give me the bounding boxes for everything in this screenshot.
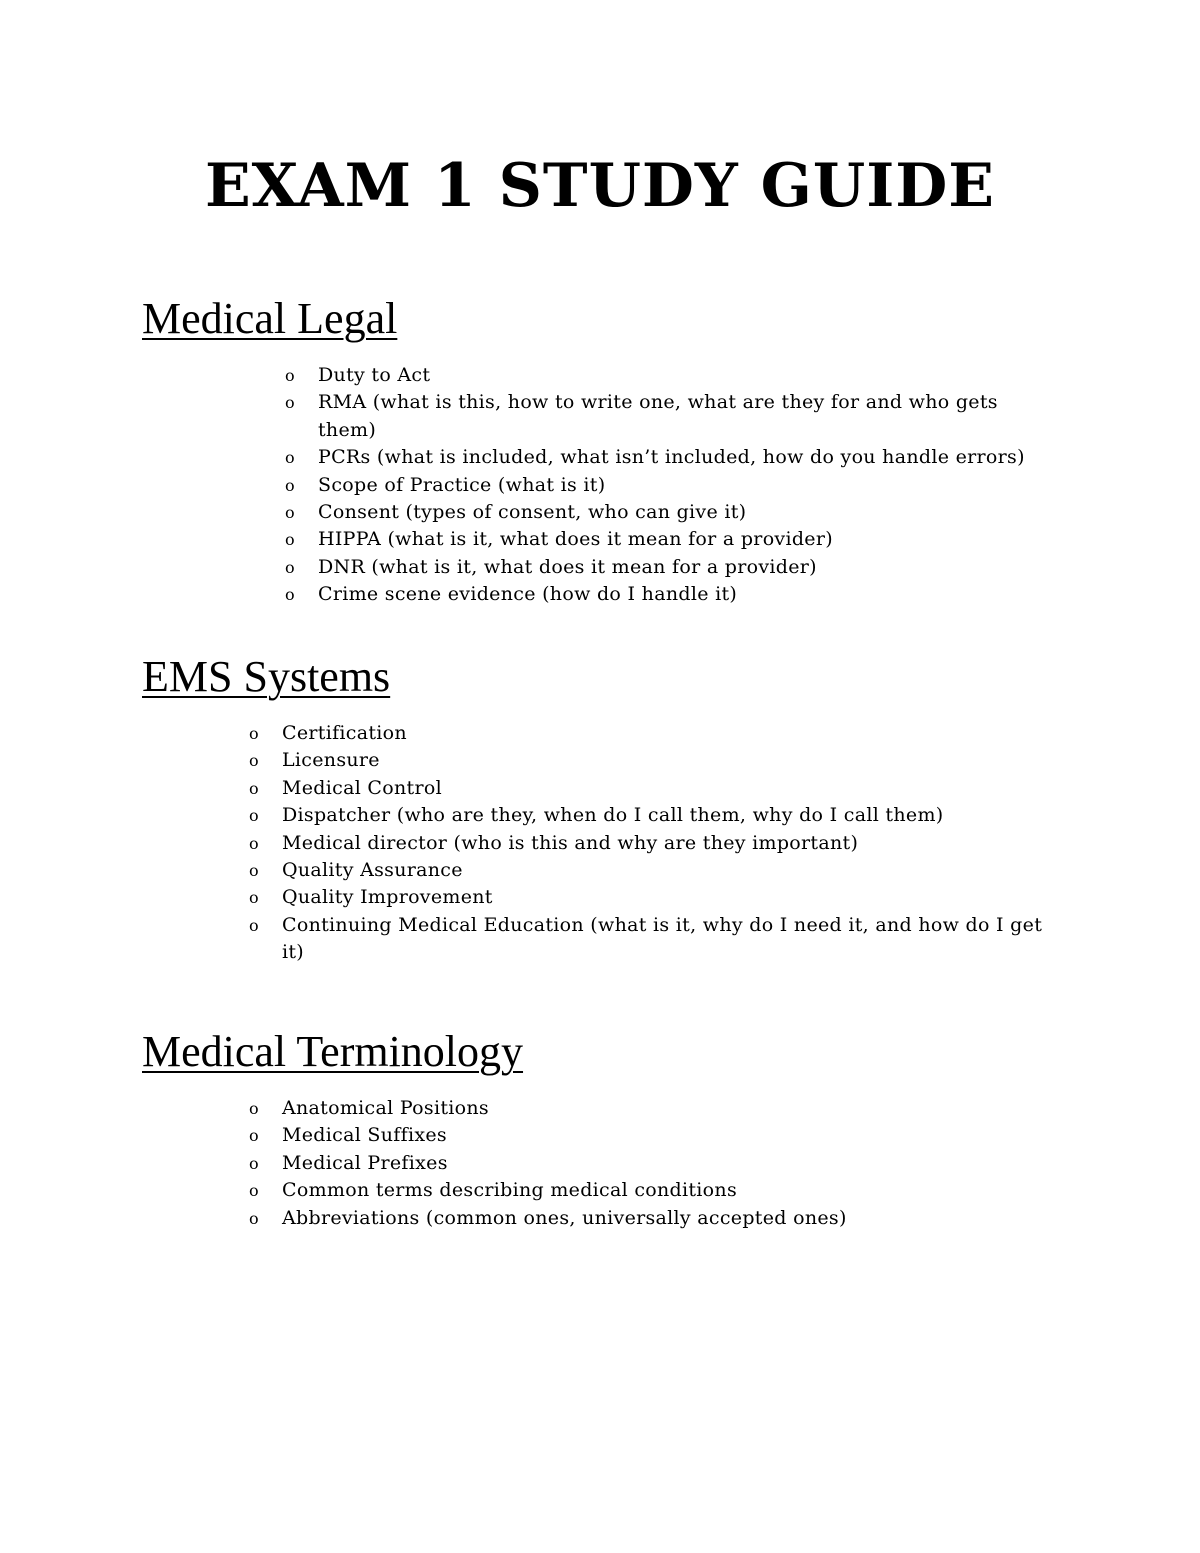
bullet-icon: o (285, 448, 295, 468)
page-title: EXAM 1 STUDY GUIDE (204, 151, 996, 221)
bullet-icon: o (249, 915, 259, 935)
list-item-text: PCRs (what is included, what isn’t included, how do you handle errors) (318, 446, 1025, 469)
bullet-icon: o (285, 530, 295, 550)
bullet-icon: o (249, 751, 259, 771)
section-heading: Medical Legal (142, 294, 398, 343)
list-item (285, 362, 1058, 389)
bullet-icon: o (285, 503, 295, 523)
list-item (285, 526, 1058, 553)
list-item-text: Continuing Medical Education (what is it, why do I need it, and how do I get it) (282, 913, 1043, 964)
list-item-text: Medical Control (282, 776, 442, 799)
list-item (249, 802, 1062, 829)
bullet-list (249, 1095, 1062, 1232)
list-item (249, 912, 1062, 967)
list-item (249, 857, 1062, 884)
list-item-text: Quality Improvement (282, 886, 493, 909)
bullet-icon: o (249, 1099, 259, 1118)
section-medical-terminology (142, 1027, 1102, 1232)
list-item-text: RMA (what is this, how to write one, what are they for and who gets them) (318, 391, 998, 441)
list-item (285, 389, 1058, 444)
list-item-text: HIPPA (what is it, what does it mean for a provider) (318, 528, 833, 551)
section-heading: EMS Systems (142, 652, 391, 701)
bullet-icon: o (249, 806, 259, 826)
list-item (285, 554, 1058, 581)
list-item-text: Duty to Act (318, 364, 431, 386)
bullet-icon: o (249, 833, 259, 853)
list-item-text: Certification (282, 722, 407, 744)
bullet-icon: o (249, 888, 259, 908)
list-item (285, 499, 1058, 526)
list-item (249, 1205, 1062, 1232)
list-item-text: Quality Assurance (282, 859, 463, 882)
list-item-text: Scope of Practice (what is it) (318, 473, 606, 496)
bullet-icon: o (285, 585, 295, 605)
list-item (249, 1122, 1062, 1149)
bullet-icon: o (249, 778, 259, 798)
list-item-text: Medical director (who is this and why are they important) (282, 831, 859, 854)
list-item-text: Abbreviations (common ones, universally accepted ones) (282, 1206, 847, 1229)
list-item-text: DNR (what is it, what does it mean for a provider) (318, 555, 817, 578)
section-medical-legal (142, 294, 1102, 609)
list-item-text: Medical Prefixes (282, 1151, 448, 1174)
section-ems-systems (142, 652, 1102, 967)
list-item (285, 472, 1058, 499)
bullet-icon: o (249, 1153, 259, 1173)
list-item (249, 747, 1062, 774)
bullet-icon: o (285, 475, 295, 495)
list-item (249, 884, 1062, 911)
list-item-text: Consent (types of consent, who can give it) (318, 501, 747, 524)
section-heading: Medical Terminology (142, 1027, 524, 1076)
list-item (285, 581, 1058, 608)
list-item (249, 830, 1062, 857)
bullet-icon: o (249, 724, 259, 743)
list-item-text: Common terms describing medical conditions (282, 1179, 738, 1202)
bullet-list (249, 720, 1062, 967)
list-item-text: Dispatcher (who are they, when do I call them, why do I call them) (282, 804, 944, 827)
list-item-text: Crime scene evidence (how do I handle it) (318, 583, 738, 606)
list-item (249, 1177, 1062, 1204)
bullet-icon: o (249, 1181, 259, 1201)
list-item (249, 775, 1062, 802)
bullet-icon: o (285, 557, 295, 577)
list-item (249, 1095, 1062, 1122)
list-item (285, 444, 1058, 471)
list-item-text: Medical Suffixes (282, 1124, 447, 1147)
list-item-text: Licensure (282, 749, 380, 772)
bullet-icon: o (285, 393, 295, 413)
bullet-list (285, 362, 1058, 609)
bullet-icon: o (249, 1126, 259, 1146)
bullet-icon: o (249, 1208, 259, 1228)
bullet-icon: o (249, 861, 259, 881)
list-item-text: Anatomical Positions (282, 1097, 489, 1119)
bullet-icon: o (285, 366, 295, 385)
list-item (249, 720, 1062, 747)
list-item (249, 1150, 1062, 1177)
